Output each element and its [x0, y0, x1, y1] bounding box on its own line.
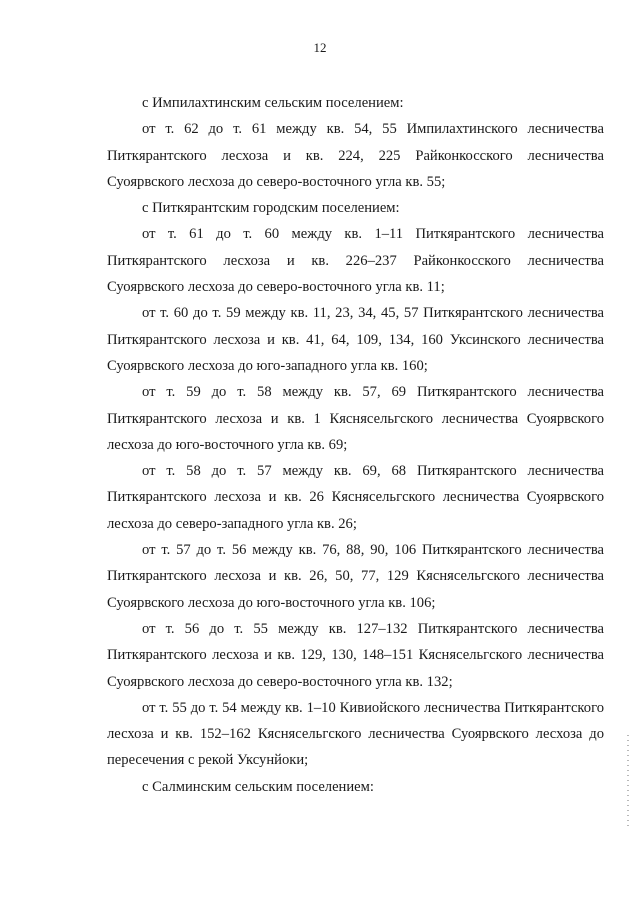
document-body	[107, 90, 604, 800]
paragraph-boundary-56-55: от т. 56 до т. 55 между кв. 127–132 Питкярантского лесничества Питкярантского лесхоза и кв. 129, 130, 148–151 Кяснясельгского лесничества Суоярвского лесхоза до северо-восточного угла кв. 132;	[107, 620, 604, 690]
paragraph-boundary-61-60: от т. 61 до т. 60 между кв. 1–11 Питкярантского лесничества Питкярантского лесхоза и кв. 226–237 Райконкосского лесничества Суоярвского лесхоза до северо-восточного угла кв. 11;	[107, 226, 604, 296]
page-number: 12	[313, 40, 327, 55]
paragraph-impilahti-heading: с Импилахтинским сельским поселением:	[142, 95, 404, 111]
scan-edge-marks	[627, 735, 629, 830]
paragraph-boundary-58-57: от т. 58 до т. 57 между кв. 69, 68 Питкярантского лесничества Питкярантского лесхоза и кв. 26 Кяснясельгского лесничества Суоярвского лесхоза до северо-западного угла кв. 26;	[107, 463, 604, 532]
paragraph-salmi-heading: с Салминским сельским поселением:	[142, 778, 374, 795]
paragraph-pitkyaranta-heading: с Питкярантским городским поселением:	[142, 200, 400, 217]
paragraph-boundary-57-56: от т. 57 до т. 56 между кв. 76, 88, 90, 106 Питкярантского лесничества Питкярантского лесхоза и кв. 26, 50, 77, 129 Кяснясельгского лесничества Суоярвского лесхоза до юго-восточного угла кв. 106;	[107, 542, 604, 611]
paragraph-boundary-55-54: от т. 55 до т. 54 между кв. 1–10 Кивиойского лесничества Питкярантского лесхоза и кв. 152–162 Кяснясельгского лесничества Суоярвского лесхоза до пересечения с рекой Уксунйоки;	[107, 699, 604, 769]
paragraph-boundary-60-59: от т. 60 до т. 59 между кв. 11, 23, 34, 45, 57 Питкярантского лесничества Питкярантского лесхоза и кв. 41, 64, 109, 134, 160 Уксинского лесничества Суоярвского лесхоза до юго-западного угла кв. 160;	[107, 305, 604, 374]
paragraph-boundary-59-58: от т. 59 до т. 58 между кв. 57, 69 Питкярантского лесничества Питкярантского лесхоза и кв. 1 Кяснясельгского лесничества Суоярвского лесхоза до юго-восточного угла кв. 69;	[107, 384, 604, 453]
paragraph-boundary-62-61: от т. 62 до т. 61 между кв. 54, 55 Импилахтинского лесничества Питкярантского лесхоза и кв. 224, 225 Райконкосского лесничества Суоярвского лесхоза до северо-восточного угла кв. 55;	[107, 121, 604, 190]
